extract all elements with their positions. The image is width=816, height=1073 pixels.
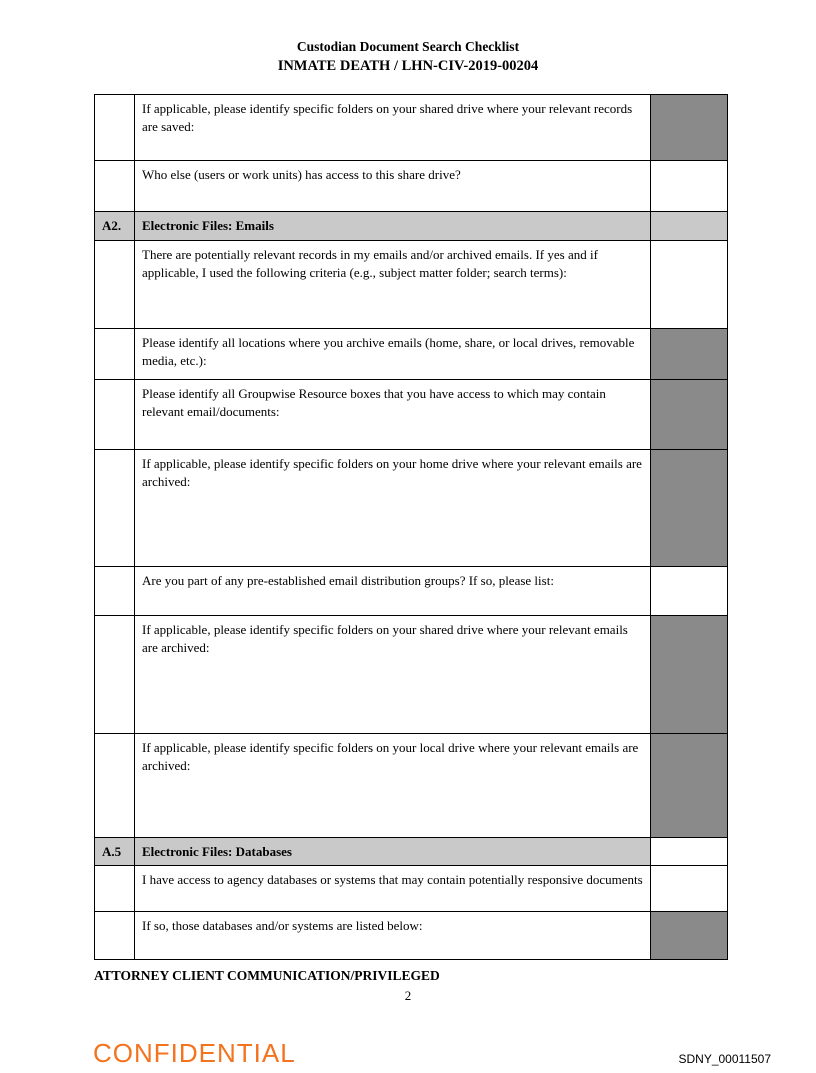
section-header-row — [95, 212, 728, 241]
answer-cell — [651, 161, 728, 212]
table-row — [95, 161, 728, 212]
document-subtitle: INMATE DEATH / LHN-CIV-2019-00204 — [277, 57, 539, 74]
redacted-answer-cell — [651, 329, 728, 380]
table-row — [95, 329, 728, 380]
question-cell: Are you part of any pre-established email distribution groups? If so, please list: — [135, 567, 651, 616]
row-label-cell — [95, 329, 135, 380]
table-row — [95, 734, 728, 838]
privilege-notice: ATTORNEY CLIENT COMMUNICATION/PRIVILEGED — [94, 968, 440, 983]
answer-cell — [651, 865, 728, 911]
row-label-cell — [95, 450, 135, 567]
question-cell: If applicable, please identify specific folders on your local drive where your relevant emails are archived: — [135, 734, 651, 838]
question-cell: If applicable, please identify specific folders on your home drive where your relevant emails are archived: — [135, 450, 651, 567]
question-cell: If applicable, please identify specific folders on your shared drive where your relevant records are saved: — [135, 95, 651, 161]
row-label-cell — [95, 616, 135, 734]
table-row — [95, 380, 728, 450]
row-label-cell — [95, 911, 135, 959]
table-row — [95, 567, 728, 616]
question-cell: There are potentially relevant records in my emails and/or archived emails. If yes and if applicable, I used the following criteria (e.g., subject matter folder; search terms): — [135, 241, 651, 329]
confidential-stamp: CONFIDENTIAL — [93, 1038, 296, 1068]
table-row — [95, 95, 728, 161]
table-row — [95, 450, 728, 567]
row-label-cell — [95, 95, 135, 161]
section-title-cell: Electronic Files: Databases — [135, 838, 651, 866]
table-row — [95, 911, 728, 959]
redacted-answer-cell — [651, 450, 728, 567]
answer-cell — [651, 567, 728, 616]
section-header-row — [95, 838, 728, 866]
question-cell: Please identify all Groupwise Resource boxes that you have access to which may contain relevant email/documents: — [135, 380, 651, 450]
page-number: 2 — [404, 988, 412, 1003]
checklist-table — [94, 94, 728, 960]
answer-cell — [651, 241, 728, 329]
table-row — [95, 241, 728, 329]
document-header — [0, 39, 816, 75]
redacted-answer-cell — [651, 911, 728, 959]
question-cell: If so, those databases and/or systems are listed below: — [135, 911, 651, 959]
redacted-answer-cell — [651, 380, 728, 450]
redacted-answer-cell — [651, 616, 728, 734]
row-label-cell — [95, 241, 135, 329]
section-label-cell: A.5 — [95, 838, 135, 866]
redacted-answer-cell — [651, 734, 728, 838]
question-cell: If applicable, please identify specific folders on your shared drive where your relevant emails are archived: — [135, 616, 651, 734]
section-answer-cell — [651, 212, 728, 241]
question-cell: Please identify all locations where you archive emails (home, share, or local drives, removable media, etc.): — [135, 329, 651, 380]
section-title-cell: Electronic Files: Emails — [135, 212, 651, 241]
row-label-cell — [95, 380, 135, 450]
question-cell: Who else (users or work units) has access to this share drive? — [135, 161, 651, 212]
bates-number: SDNY_00011507 — [678, 1052, 771, 1066]
question-cell: I have access to agency databases or systems that may contain potentially responsive documents — [135, 865, 651, 911]
redacted-answer-cell — [651, 95, 728, 161]
section-label-cell: A2. — [95, 212, 135, 241]
section-answer-cell — [651, 838, 728, 866]
row-label-cell — [95, 865, 135, 911]
row-label-cell — [95, 161, 135, 212]
document-title: Custodian Document Search Checklist — [296, 39, 520, 54]
table-row — [95, 616, 728, 734]
row-label-cell — [95, 567, 135, 616]
row-label-cell — [95, 734, 135, 838]
table-row — [95, 865, 728, 911]
